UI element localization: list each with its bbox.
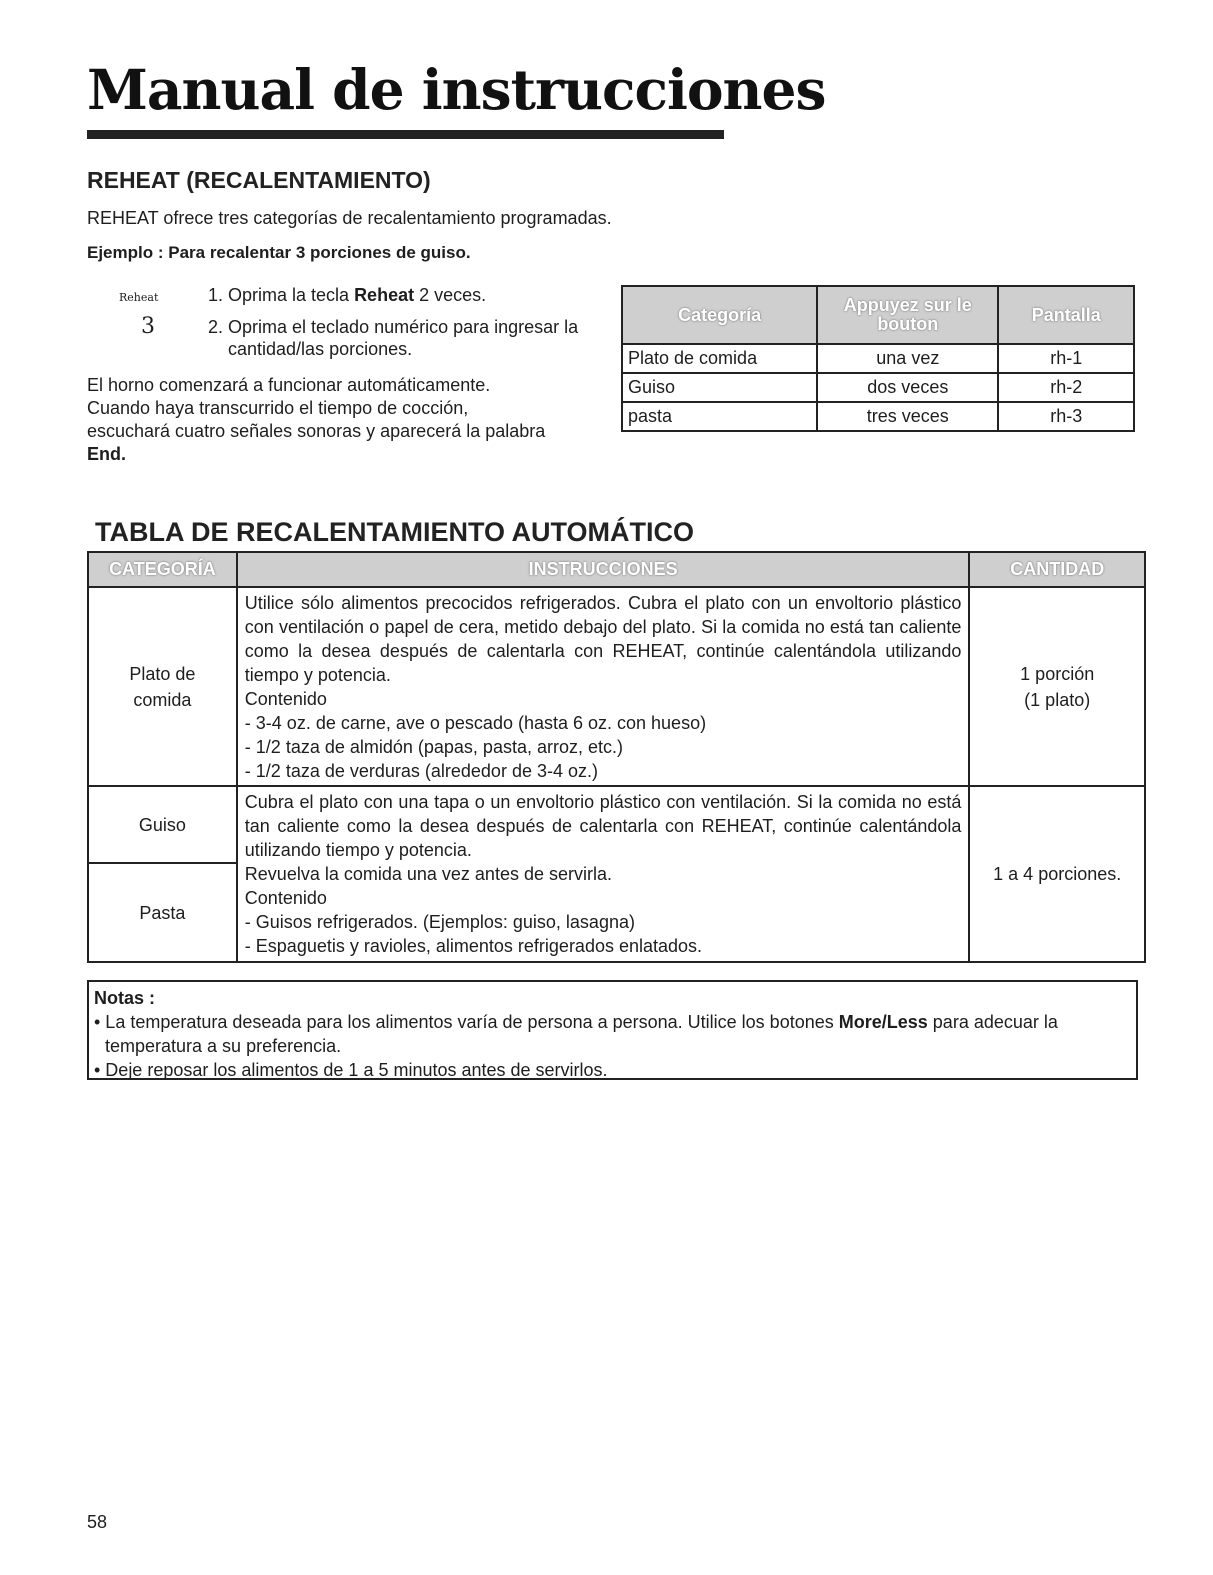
instructions-cell <box>237 587 970 786</box>
instructions-line: Contenido <box>244 688 327 709</box>
end-word: End. <box>87 444 126 464</box>
instructions-line: Contenido <box>244 888 327 908</box>
note-item <box>94 1010 1136 1058</box>
category-line: comida <box>133 689 192 710</box>
reheat-step-2: 2. Oprima el teclado numérico para ingresar la cantidad/las porciones. <box>208 317 579 359</box>
table-cell: rh-3 <box>998 402 1134 431</box>
note-text: para adecuar la temperatura a su preferencia. <box>105 1012 1058 1056</box>
reheat-display-table <box>621 285 1135 432</box>
category-cell: Guiso <box>88 786 237 863</box>
para-line: Cuando haya transcurrido el tiempo de cocción, <box>87 398 469 418</box>
page-number: 58 <box>87 1512 108 1532</box>
auto-reheat-heading: TABLA DE RECALENTAMIENTO AUTOMÁTICO <box>95 517 694 547</box>
column-header: CANTIDAD <box>969 552 1145 587</box>
table-cell: una vez <box>817 344 998 373</box>
column-header: Appuyez sur le bouton <box>817 286 998 344</box>
category-cell: Pasta <box>88 863 237 962</box>
table-cell: dos veces <box>817 373 998 402</box>
table-header-row <box>88 552 1145 587</box>
category-line: Plato de <box>129 663 196 684</box>
column-header: INSTRUCCIONES <box>237 552 970 587</box>
table-row <box>622 373 1134 402</box>
column-header: Categoría <box>622 286 817 344</box>
quantity-line: 1 porción <box>1020 663 1095 684</box>
notes-box <box>87 980 1138 1080</box>
step1-key: Reheat <box>354 285 415 305</box>
instructions-text: Cubra el plato con una tapa o un envoltorio plástico con ventilación. Si la comida no está tan caliente como la desea después de calentarla con REHEAT, continúe calentándola utilizando tiempo y potencia. <box>244 792 962 860</box>
step1-suffix: 2 veces. <box>414 285 487 305</box>
note-text: • La temperatura deseada para los alimentos varía de persona a persona. Utilice los botones <box>94 1012 839 1032</box>
instructions-line: Revuelva la comida una vez antes de servirla. <box>244 864 612 884</box>
note-bold: More/Less <box>838 1012 928 1032</box>
instructions-cell <box>237 786 970 962</box>
reheat-intro: REHEAT ofrece tres categorías de recalentamiento programadas. <box>87 208 612 228</box>
instructions-line: - 3-4 oz. de carne, ave o pescado (hasta 6 oz. con hueso) <box>244 712 707 733</box>
table-row <box>88 786 1145 863</box>
table-cell: pasta <box>622 402 817 431</box>
step1-prefix: 1. Oprima la tecla <box>208 285 355 305</box>
instructions-line: - 1/2 taza de almidón (papas, pasta, arroz, etc.) <box>244 736 623 757</box>
title-rule <box>87 130 724 139</box>
page-title: Manual de instrucciones <box>87 57 826 122</box>
table-row <box>622 402 1134 431</box>
table-header-row <box>622 286 1134 344</box>
reheat-end-paragraph <box>87 374 612 466</box>
quantity-cell <box>969 587 1145 786</box>
table-cell: rh-1 <box>998 344 1134 373</box>
table-cell: Plato de comida <box>622 344 817 373</box>
instructions-line: - 1/2 taza de verduras (alrededor de 3-4 oz.) <box>244 760 598 781</box>
instructions-text: Utilice sólo alimentos precocidos refrigerados. Cubra el plato con un envoltorio plástico con ventilación o papel de cera, metido debajo del plato. Si la comida no está tan caliente como la desea después de calentarla con REHEAT, continúe calentándola utilizando tiempo y potencia. <box>244 592 962 685</box>
table-row <box>622 344 1134 373</box>
reheat-heading: REHEAT (RECALENTAMIENTO) <box>87 167 431 193</box>
para-line: El horno comenzará a funcionar automáticamente. <box>87 375 491 395</box>
para-line: escuchará cuatro señales sonoras y aparecerá la palabra <box>87 421 546 441</box>
auto-reheat-table <box>87 551 1146 963</box>
quantity-cell: 1 a 4 porciones. <box>969 786 1145 962</box>
reheat-step-1 <box>208 284 486 306</box>
table-cell: rh-2 <box>998 373 1134 402</box>
reheat-example: Ejemplo : Para recalentar 3 porciones de guiso. <box>87 243 471 262</box>
reheat-key-icon: Reheat <box>119 291 159 304</box>
table-cell: tres veces <box>817 402 998 431</box>
column-header: Pantalla <box>998 286 1134 344</box>
column-header: CATEGORÍA <box>88 552 237 587</box>
table-row <box>88 587 1145 786</box>
table-cell: Guiso <box>622 373 817 402</box>
note-item: • Deje reposar los alimentos de 1 a 5 minutos antes de servirlos. <box>94 1060 608 1080</box>
category-cell <box>88 587 237 786</box>
notes-title: Notas : <box>94 988 156 1008</box>
instructions-line: - Guisos refrigerados. (Ejemplos: guiso, lasagna) <box>244 912 635 932</box>
digit-3-key-icon: 3 <box>141 314 155 339</box>
quantity-line: (1 plato) <box>1024 689 1091 710</box>
instructions-line: - Espaguetis y ravioles, alimentos refrigerados enlatados. <box>244 936 703 956</box>
